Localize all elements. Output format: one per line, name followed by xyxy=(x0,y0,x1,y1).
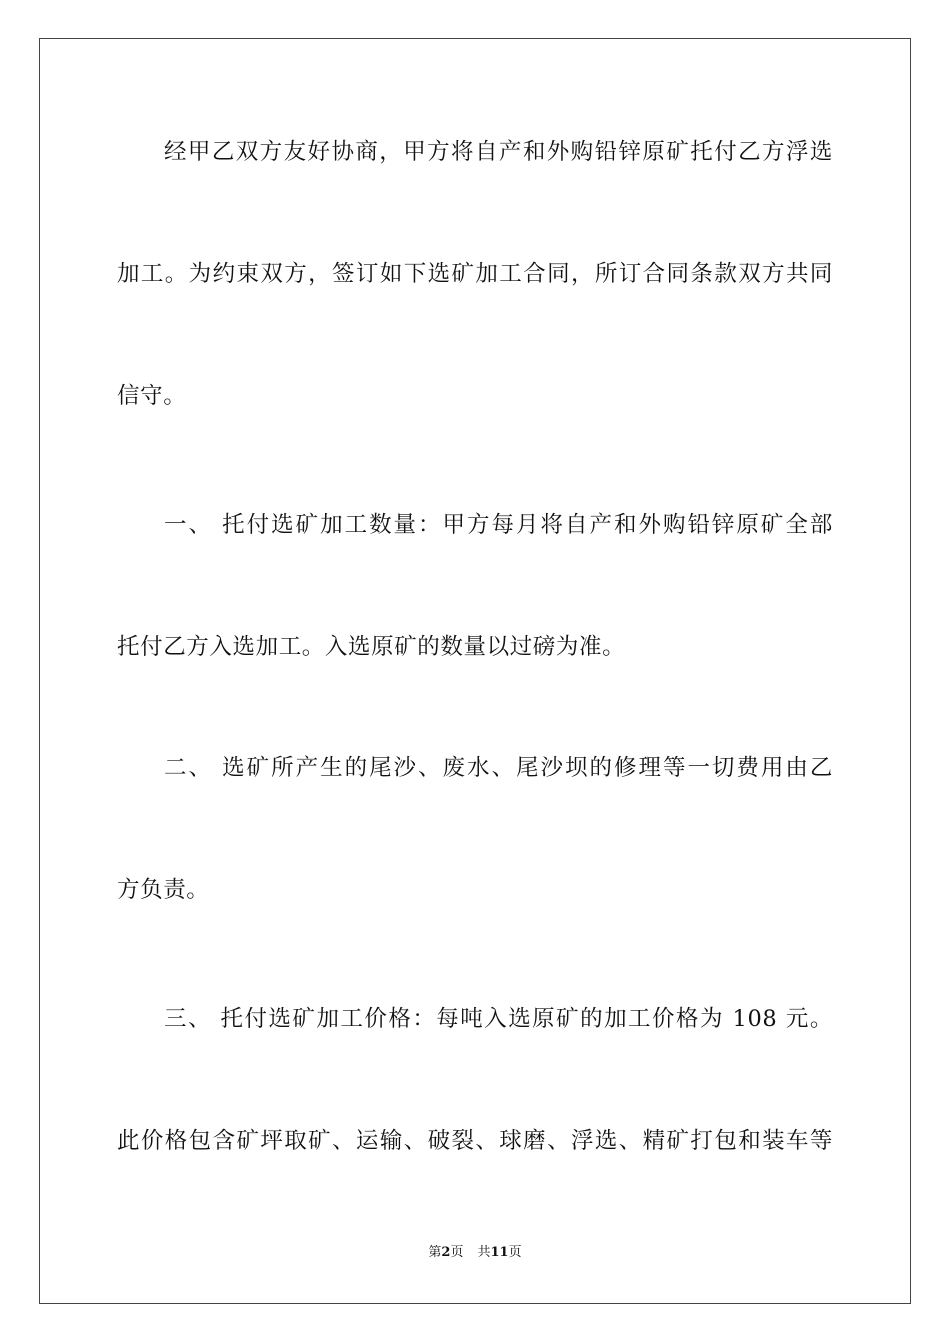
clause-2-line-2: 方负责。 xyxy=(117,877,210,903)
paragraph-line-3: 信守。 xyxy=(117,383,187,409)
clause-2-line-1: 二、 选矿所产生的尾沙、废水、尾沙坝的修理等一切费用由乙 xyxy=(164,755,833,781)
footer-total-number: 11 xyxy=(490,1245,509,1260)
footer-total-prefix: 共 xyxy=(477,1245,491,1260)
paragraph-line-2: 加工。为约束双方，签订如下选矿加工合同，所订合同条款双方共同 xyxy=(117,261,833,287)
footer-page-prefix: 第 xyxy=(428,1245,442,1260)
page-footer xyxy=(0,1244,950,1262)
clause-1-line-1: 一、 托付选矿加工数量：甲方每月将自产和外购铅锌原矿全部 xyxy=(164,512,833,538)
footer-page-number: 2 xyxy=(441,1245,451,1260)
footer-page-suffix: 页 xyxy=(450,1245,464,1260)
page-border xyxy=(39,38,911,1304)
clause-1-line-2: 托付乙方入选加工。入选原矿的数量以过磅为准。 xyxy=(117,634,626,660)
clause-3-line-1: 三、 托付选矿加工价格：每吨入选原矿的加工价格为 108 元。 xyxy=(164,1006,833,1032)
paragraph-line-1: 经甲乙双方友好协商，甲方将自产和外购铅锌原矿托付乙方浮选 xyxy=(164,139,833,165)
footer-total-suffix: 页 xyxy=(508,1245,522,1260)
clause-3-line-2: 此价格包含矿坪取矿、运输、破裂、球磨、浮选、精矿打包和装车等 xyxy=(117,1128,833,1154)
